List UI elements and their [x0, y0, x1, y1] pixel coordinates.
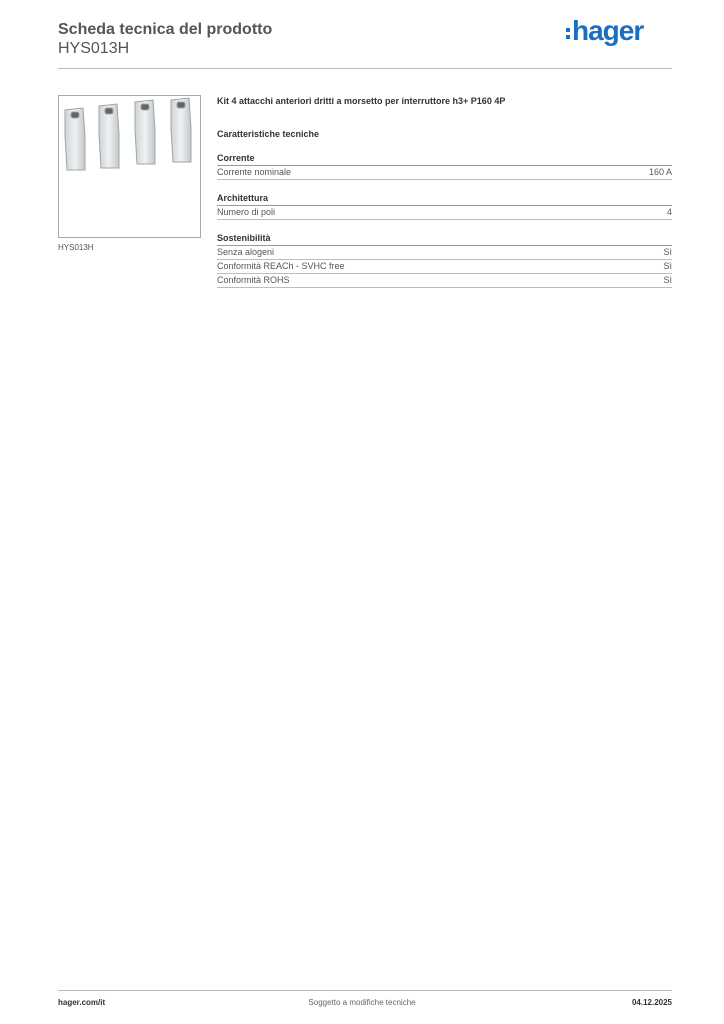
spec-value: Sì — [663, 261, 672, 271]
terminal-2 — [99, 104, 119, 168]
group-title: Corrente — [217, 153, 672, 166]
image-caption: HYS013H — [58, 243, 94, 252]
spec-label: Numero di poli — [217, 207, 276, 217]
terminal-1 — [65, 108, 85, 170]
product-image — [58, 95, 201, 238]
spec-group-sostenibilita — [217, 233, 672, 288]
footer-divider — [58, 990, 672, 991]
spec-label: Conformità ROHS — [217, 275, 290, 285]
terminal-3 — [135, 100, 155, 164]
spec-group-corrente — [217, 153, 672, 180]
group-title: Sostenibilità — [217, 233, 672, 246]
spec-group-architettura — [217, 193, 672, 220]
logo-colon-icon — [566, 28, 570, 39]
spec-row — [217, 206, 672, 220]
terminal-kit-illustration — [59, 96, 200, 237]
spec-row — [217, 274, 672, 288]
spec-label: Corrente nominale — [217, 167, 292, 177]
spec-row — [217, 260, 672, 274]
spec-label: Conformità REACh - SVHC free — [217, 261, 345, 271]
group-title: Architettura — [217, 193, 672, 206]
spec-value: 4 — [666, 207, 672, 217]
terminal-4 — [171, 98, 191, 162]
logo-text: hager — [572, 15, 644, 46]
header-divider — [58, 68, 672, 69]
spec-content — [217, 95, 672, 288]
spec-row — [217, 246, 672, 260]
spec-value: 160 A — [648, 167, 672, 177]
spec-value: Sì — [663, 247, 672, 257]
product-description: Kit 4 attacchi anteriori dritti a morsetto per interruttore h3+ P160 4P — [217, 96, 506, 106]
spec-label: Senza alogeni — [217, 247, 275, 257]
page-title: Scheda tecnica del prodotto — [58, 21, 273, 38]
footer-website-link[interactable]: hager.com/it — [58, 998, 106, 1007]
footer-date: 04.12.2025 — [631, 998, 672, 1007]
hager-logo — [566, 14, 643, 48]
section-title: Caratteristiche tecniche — [217, 129, 320, 139]
footer-note: Soggetto a modifiche tecniche — [308, 998, 416, 1007]
product-code: HYS013H — [58, 40, 130, 57]
spec-row — [217, 166, 672, 180]
spec-value: Sì — [663, 275, 672, 285]
